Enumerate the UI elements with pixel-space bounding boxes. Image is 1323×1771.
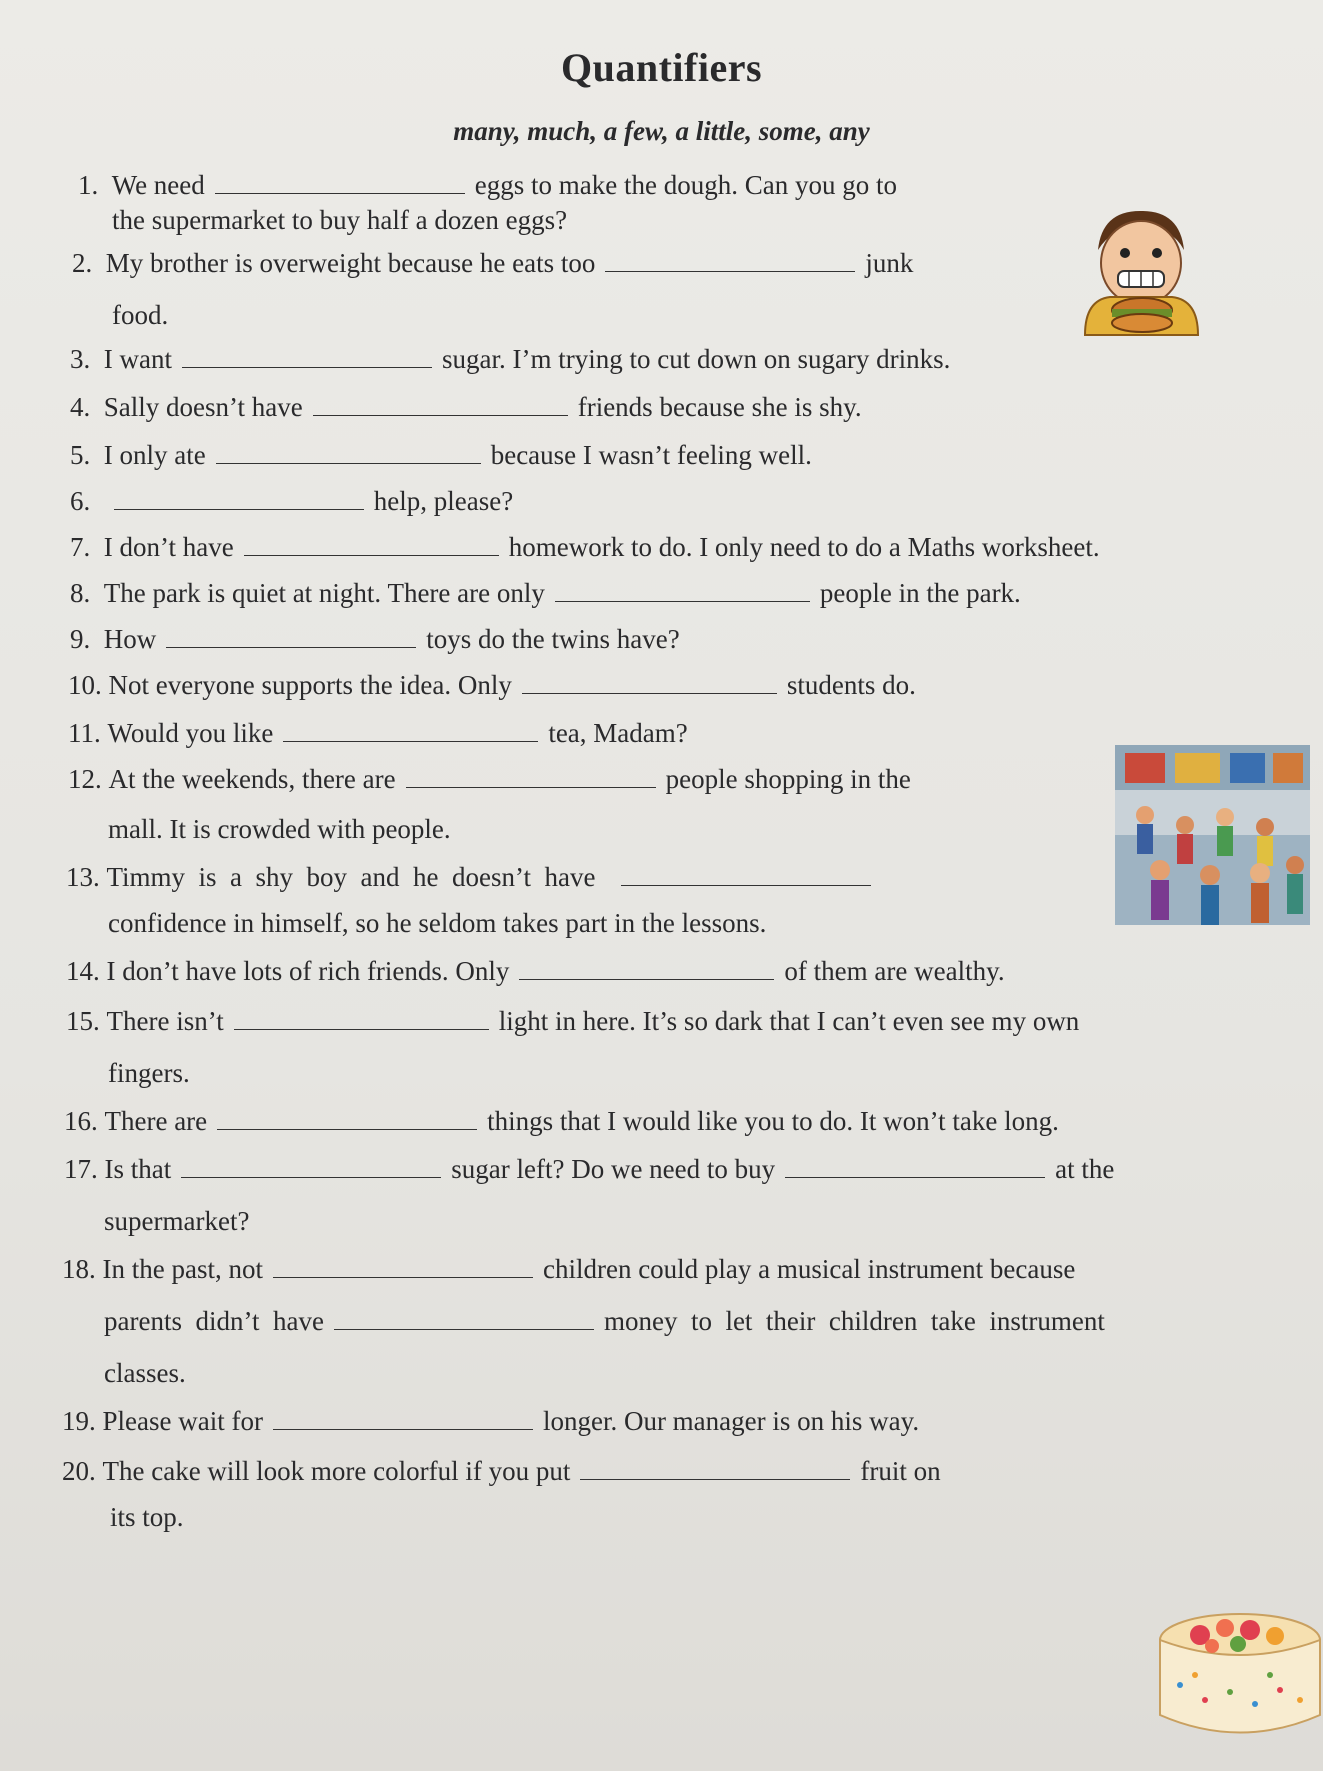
answer-blank-18b[interactable] <box>334 1309 594 1330</box>
question-3: 3. I want sugar. I’m trying to cut down on sugary drinks. <box>70 344 951 374</box>
answer-blank-8[interactable] <box>555 581 810 602</box>
question-2-continued: food. <box>112 300 169 330</box>
answer-blank-14[interactable] <box>519 959 774 980</box>
question-1: 1. We need eggs to make the dough. Can you go to <box>78 170 897 200</box>
question-20-continued: its top. <box>110 1502 184 1532</box>
question-12: 12. At the weekends, there are people shopping in the <box>68 764 911 794</box>
answer-blank-20[interactable] <box>580 1459 850 1480</box>
decorated-cake-illustration <box>1150 1600 1323 1750</box>
question-18-continued: parents didn’t have money to let their children take instrument <box>104 1306 1105 1336</box>
answer-blank-9[interactable] <box>166 627 416 648</box>
answer-blank-11[interactable] <box>283 721 538 742</box>
question-20: 20. The cake will look more colorful if you put fruit on <box>62 1456 941 1486</box>
question-15-continued: fingers. <box>108 1058 190 1088</box>
answer-blank-12[interactable] <box>406 767 656 788</box>
question-12-continued: mall. It is crowded with people. <box>108 814 451 844</box>
answer-blank-17b[interactable] <box>785 1157 1045 1178</box>
crowded-mall-illustration <box>1115 745 1310 925</box>
answer-blank-4[interactable] <box>313 395 568 416</box>
question-11: 11. Would you like tea, Madam? <box>68 718 688 748</box>
question-19: 19. Please wait for longer. Our manager is on his way. <box>62 1406 920 1436</box>
answer-blank-3[interactable] <box>182 347 432 368</box>
answer-blank-1[interactable] <box>215 173 465 194</box>
boy-eating-burger-illustration <box>1080 205 1205 345</box>
word-bank: many, much, a few, a little, some, any <box>453 116 870 146</box>
answer-blank-15[interactable] <box>234 1009 489 1030</box>
answer-blank-19[interactable] <box>273 1409 533 1430</box>
answer-blank-2[interactable] <box>605 251 855 272</box>
question-8: 8. The park is quiet at night. There are only people in the park. <box>70 578 1021 608</box>
page-title: Quantifiers <box>560 45 763 90</box>
question-16: 16. There are things that I would like you to do. It won’t take long. <box>64 1106 1059 1136</box>
question-5: 5. I only ate because I wasn’t feeling well. <box>70 440 812 470</box>
question-9: 9. How toys do the twins have? <box>70 624 680 654</box>
question-7: 7. I don’t have homework to do. I only need to do a Maths worksheet. <box>70 532 1100 562</box>
answer-blank-6[interactable] <box>114 489 364 510</box>
question-17-continued: supermarket? <box>104 1206 250 1236</box>
question-17: 17. Is that sugar left? Do we need to buy at the <box>64 1154 1115 1184</box>
question-1-continued: the supermarket to buy half a dozen eggs? <box>112 205 568 235</box>
question-14: 14. I don’t have lots of rich friends. Only of them are wealthy. <box>66 956 1005 986</box>
answer-blank-10[interactable] <box>522 673 777 694</box>
answer-blank-18a[interactable] <box>273 1257 533 1278</box>
question-10: 10. Not everyone supports the idea. Only students do. <box>68 670 916 700</box>
question-13-continued: confidence in himself, so he seldom takes part in the lessons. <box>108 908 767 938</box>
question-6: 6. help, please? <box>70 486 514 516</box>
question-4: 4. Sally doesn’t have friends because she is shy. <box>70 392 862 422</box>
question-2: 2. My brother is overweight because he eats too junk <box>72 248 914 278</box>
answer-blank-5[interactable] <box>216 443 481 464</box>
question-18: 18. In the past, not children could play a musical instrument because <box>62 1254 1076 1284</box>
question-18-continued-2: classes. <box>104 1358 186 1388</box>
answer-blank-7[interactable] <box>244 535 499 556</box>
question-15: 15. There isn’t light in here. It’s so dark that I can’t even see my own <box>66 1006 1080 1036</box>
answer-blank-13[interactable] <box>621 865 871 886</box>
answer-blank-17a[interactable] <box>181 1157 441 1178</box>
question-13: 13. Timmy is a shy boy and he doesn’t have <box>66 860 881 894</box>
answer-blank-16[interactable] <box>217 1109 477 1130</box>
